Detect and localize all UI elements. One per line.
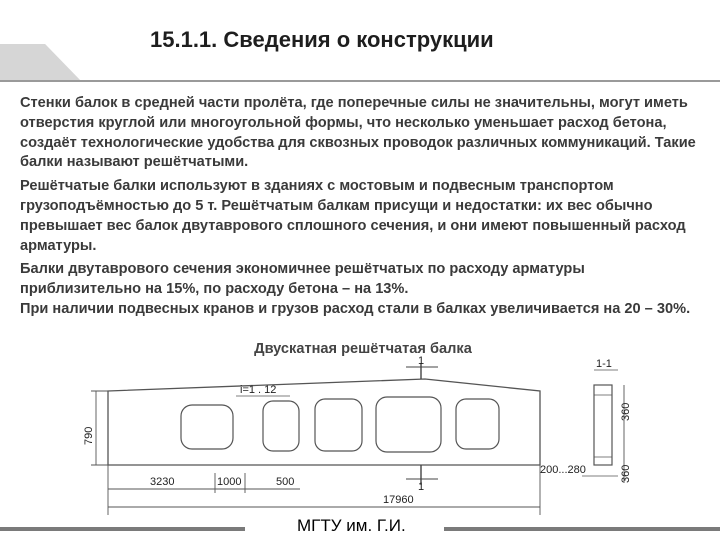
- drawing-caption: Двускатная решётчатая балка: [254, 341, 472, 357]
- paragraph-1: Стенки балок в средней части пролёта, где поперечные силы не значительны, могут иметь отверстия круглой или многоугольной формы, что несколько уменьшает расход бетона, создаёт технологические удобства для сквозных проводок различных коммуникаций. Такие балки называют решётчатыми.: [20, 95, 696, 171]
- section-dim-top-label: 360: [620, 402, 632, 421]
- height-label: 790: [83, 426, 95, 445]
- dim-c-label: 500: [276, 476, 295, 488]
- section-width-label: 200...280: [540, 464, 586, 476]
- dim-b-label: 1000: [217, 476, 242, 488]
- slide-title: 15.1.1. Сведения о конструкции: [150, 27, 494, 52]
- slope-label: i=1 . 12: [240, 384, 277, 396]
- span-label: 17960: [383, 494, 414, 506]
- paragraph-4: При наличии подвесных кранов и грузов расход стали в балках увеличивается на 20 – 30%.: [20, 300, 691, 317]
- section-mark-top: 1: [418, 355, 425, 367]
- footer-text: МГТУ им. Г.И.: [297, 516, 406, 535]
- title-bar: [0, 0, 720, 82]
- dim-a-label: 3230: [150, 476, 175, 488]
- beam-opening: [263, 401, 299, 451]
- section-title: 1-1: [596, 358, 612, 370]
- section-mark-bottom: 1: [418, 481, 425, 493]
- paragraph-2: Решётчатые балки используют в зданиях с мостовым и подвесным транспортом грузоподъёмностью до 5 т. Решётчатым балкам присущи и недостатки: их вес обычно превышает вес балок двутаврового сплошного сечения, и они имеют повышенный расход арматуры.: [20, 178, 686, 254]
- footer-bar-right: [444, 527, 720, 531]
- footer-bar-left: [0, 527, 245, 531]
- body-text: [20, 94, 700, 324]
- beam-opening: [376, 397, 441, 452]
- section-dim-bottom-label: 360: [620, 464, 632, 483]
- beam-drawing: [0, 355, 720, 520]
- beam-opening: [181, 405, 233, 449]
- title-decoration: [0, 44, 82, 82]
- beam-opening: [456, 399, 499, 449]
- title-underline: [0, 80, 720, 82]
- beam-opening: [315, 399, 362, 451]
- paragraph-3: Балки двутаврового сечения экономичнее решётчатых по расходу арматуры приблизительно на 15%, по расходу бетона – на 13%.: [20, 261, 585, 298]
- beam-outline: [108, 379, 540, 465]
- section-outline: [594, 385, 612, 465]
